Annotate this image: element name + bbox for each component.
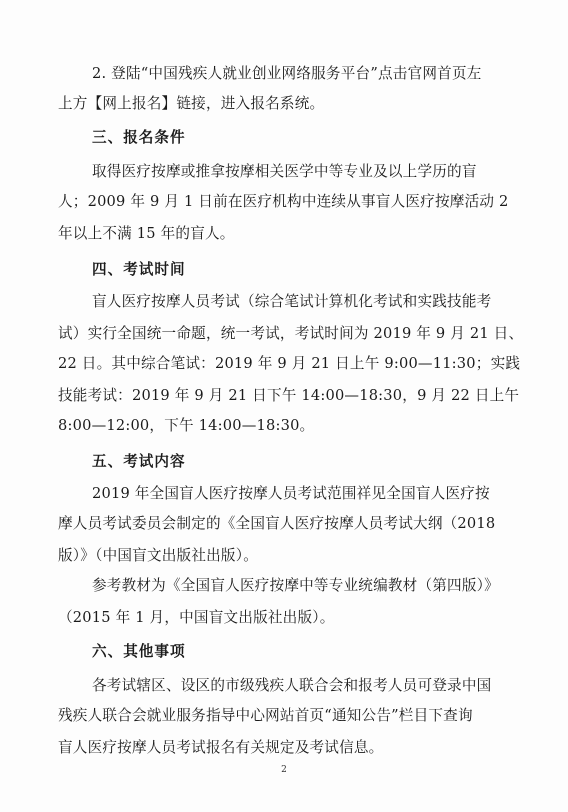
paragraph-line: 盲人医疗按摩人员考试（综合笔试计算机化考试和实践技能考 [92, 293, 492, 310]
section-heading-other-matters: 六、其他事项 [92, 643, 186, 660]
paragraph-line: 试）实行全国统一命题，统一考试，考试时间为 2019 年 9 月 21 日、 [58, 325, 524, 342]
paragraph-line: 残疾人联合会就业服务指导中心网站首页“通知公告”栏目下查询 [58, 707, 473, 724]
paragraph-line: 技能考试：2019 年 9 月 21 日下午 14:00—18:30，9 月 22 日上午 [58, 387, 520, 404]
paragraph-line: 盲人医疗按摩人员考试报名有关规定及考试信息。 [58, 739, 384, 756]
section-heading-exam-time: 四、考试时间 [92, 261, 186, 278]
paragraph-line: 8:00—12:00，下午 14:00—18:30。 [58, 417, 315, 434]
paragraph-line: 年以上不满 15 年的盲人。 [58, 225, 235, 242]
paragraph-line: 版）》（中国盲文出版社出版）。 [58, 547, 259, 564]
paragraph-line: （2015 年 1 月，中国盲文出版社出版）。 [58, 609, 335, 626]
page-number: 2 [281, 765, 287, 775]
paragraph-line: 参考教材为《全国盲人医疗按摩中等专业统编教材（第四版）》 [92, 577, 499, 594]
paragraph-line: 2019 年全国盲人医疗按摩人员考试范围祥见全国盲人医疗按 [92, 485, 490, 502]
section-heading-exam-content: 五、考试内容 [92, 453, 186, 470]
paragraph-line: 2. 登陆“中国残疾人就业创业网络服务平台”点击官网首页左 [92, 65, 482, 82]
paragraph-line: 摩人员考试委员会制定的《全国盲人医疗按摩人员考试大纲（2018 [58, 515, 496, 532]
paragraph-line: 各考试辖区、设区的市级残疾人联合会和报考人员可登录中国 [92, 677, 492, 694]
paragraph-line: 22 日。其中综合笔试：2019 年 9 月 21 日上午 9:00—11:30；实践 [58, 355, 521, 372]
paragraph-line: 上方【网上报名】链接，进入报名系统。 [58, 95, 325, 112]
section-heading-registration-conditions: 三、报名条件 [92, 129, 186, 146]
paragraph-line: 取得医疗按摩或推拿按摩相关医学中等专业及以上学历的盲 [92, 163, 477, 180]
paragraph-line: 人；2009 年 9 月 1 日前在医疗机构中连续从事盲人医疗按摩活动 2 [58, 193, 509, 210]
